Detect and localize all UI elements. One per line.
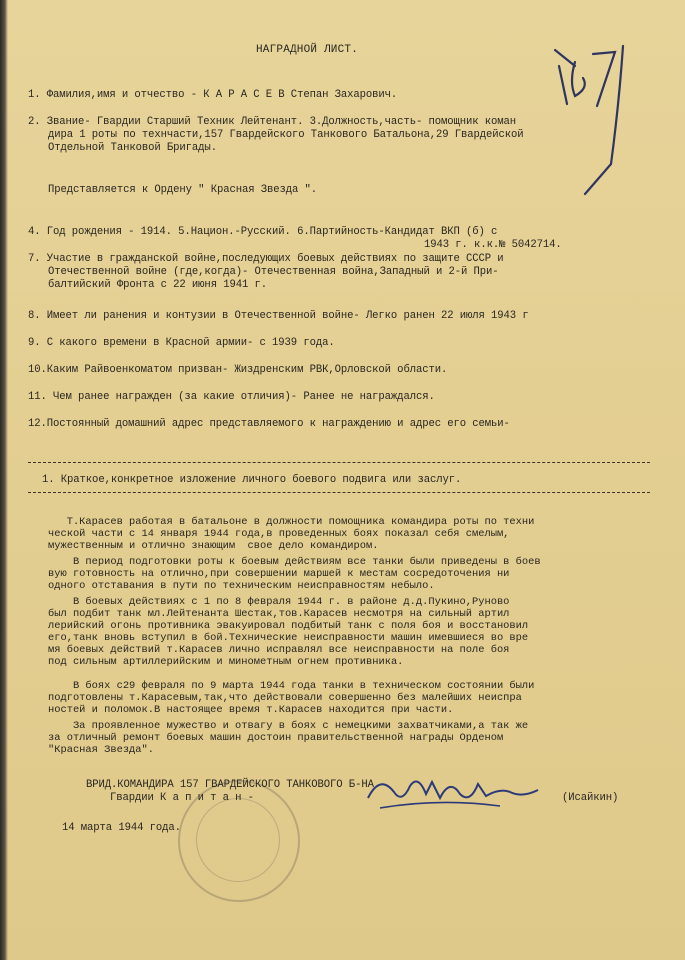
narrative-line: одного отставания в пути по техническим неисправностям небыло. — [48, 580, 435, 592]
narrative-line: В период подготовки роты к боевым действиям все танки были приведены в боев — [48, 556, 541, 568]
document-title: НАГРАДНОЙ ЛИСТ. — [256, 44, 359, 56]
signer-title: ВРИД.КОМАНДИРА 157 ГВАРДЕЙСКОГО ТАНКОВОГО Б-НА — [86, 779, 374, 791]
award-presented: Представляется к Ордену " Красная Звезда ". — [48, 184, 318, 196]
field-previous-awards: 11. Чем ранее награжден (за какие отличия)- Ранее не награждался. — [28, 391, 435, 403]
handwritten-number — [545, 44, 640, 204]
narrative-line: ческой части с 14 января 1944 года,в проведенных боях показал себя смелым, — [48, 528, 510, 540]
narrative-line: подготовлены т.Карасевым,так,что действовали совершенно без малейших неиспра — [48, 692, 522, 704]
narrative-line: был подбит танк мл.Лейтенанта Шестак,тов.Карасев несмотря на сильный артил — [48, 608, 510, 620]
narrative-line: вую готовность на отлично,при совершении маршей к местам сосредоточения ни — [48, 568, 510, 580]
narrative-line: За проявленное мужество и отвагу в боях с немецкими захватчиками,а так же — [48, 720, 529, 732]
narrative-line: мужественным и отлично знающим свое дело командиром. — [48, 540, 379, 552]
field-war-participation-cont2: балтийский Фронта с 22 июня 1941 г. — [48, 279, 268, 291]
handwritten-signature — [360, 768, 550, 818]
divider-bottom — [28, 492, 650, 493]
field-rank-position-cont2: Отдельной Танковой Бригады. — [48, 142, 217, 154]
narrative-line: мя боевых действий т.Карасев лично исправлял все неисправности на поле боя — [48, 644, 510, 656]
field-service-since: 9. С какого времени в Красной армии- с 1939 года. — [28, 337, 335, 349]
divider-top — [28, 462, 650, 463]
signer-name: (Исайкин) — [562, 792, 619, 804]
field-party-card: 1943 г. к.к.№ 5042714. — [424, 239, 562, 251]
field-war-participation: 7. Участие в гражданской войне,последующих боевых действиях по защите СССР и — [28, 253, 504, 265]
section-heading: 1. Краткое,конкретное изложение личного боевого подвига или заслуг. — [42, 474, 462, 486]
field-wounds: 8. Имеет ли ранения и контузии в Отечественной войне- Легко ранен 22 июля 1943 г — [28, 310, 529, 322]
field-rank-position: 2. Звание- Гвардии Старший Техник Лейтенант. 3.Должность,часть- помощник коман — [28, 116, 517, 128]
narrative-line: лерийский огонь противника эвакуировал подбитый танк с поля боя и восстановил — [48, 620, 529, 632]
binding-edge — [0, 0, 8, 960]
narrative-line: В боевых действиях с 1 по 8 февраля 1944 г. в районе д.д.Пукино,Руново — [48, 596, 510, 608]
field-birth-nationality-party: 4. Год рождения - 1914. 5.Национ.-Русский. 6.Партийность-Кандидат ВКП (б) с — [28, 226, 498, 238]
field-home-address: 12.Постоянный домашний адрес представляемого к награждению и адрес его семьи- — [28, 418, 510, 430]
narrative-line: "Красная Звезда". — [48, 744, 155, 756]
narrative-line: ностей и поломок.В настоящее время т.Карасев находится при части. — [48, 704, 454, 716]
document-date: 14 марта 1944 года. — [62, 822, 181, 834]
narrative-line: за отличный ремонт боевых машин достоин правительственной награды Орденом — [48, 732, 504, 744]
field-enlistment-office: 10.Каким Райвоенкоматом призван- Жиздренским РВК,Орловской области. — [28, 364, 448, 376]
signer-rank: Гвардии К а п и т а н - — [110, 792, 254, 804]
narrative-line: Т.Карасев работая в батальоне в должности помощника командира роты по техни — [48, 516, 535, 528]
field-name: 1. Фамилия,имя и отчество - К А Р А С Е В Степан Захарович. — [28, 89, 398, 101]
field-rank-position-cont1: дира 1 роты по технчасти,157 Гвардейского Танкового Батальона,29 Гвардейской — [48, 129, 524, 141]
narrative-line: его,танк вновь вступил в бой.Технические неисправности машин имевшиеся во вре — [48, 632, 529, 644]
field-war-participation-cont1: Отечественной войне (где,когда)- Отечественная война,Западный и 2-й При- — [48, 266, 499, 278]
narrative-line: под сильным артиллерийским и минометным огнем противника. — [48, 656, 404, 668]
narrative-line: В боях с29 февраля по 9 марта 1944 года танки в техническом состоянии были — [48, 680, 535, 692]
